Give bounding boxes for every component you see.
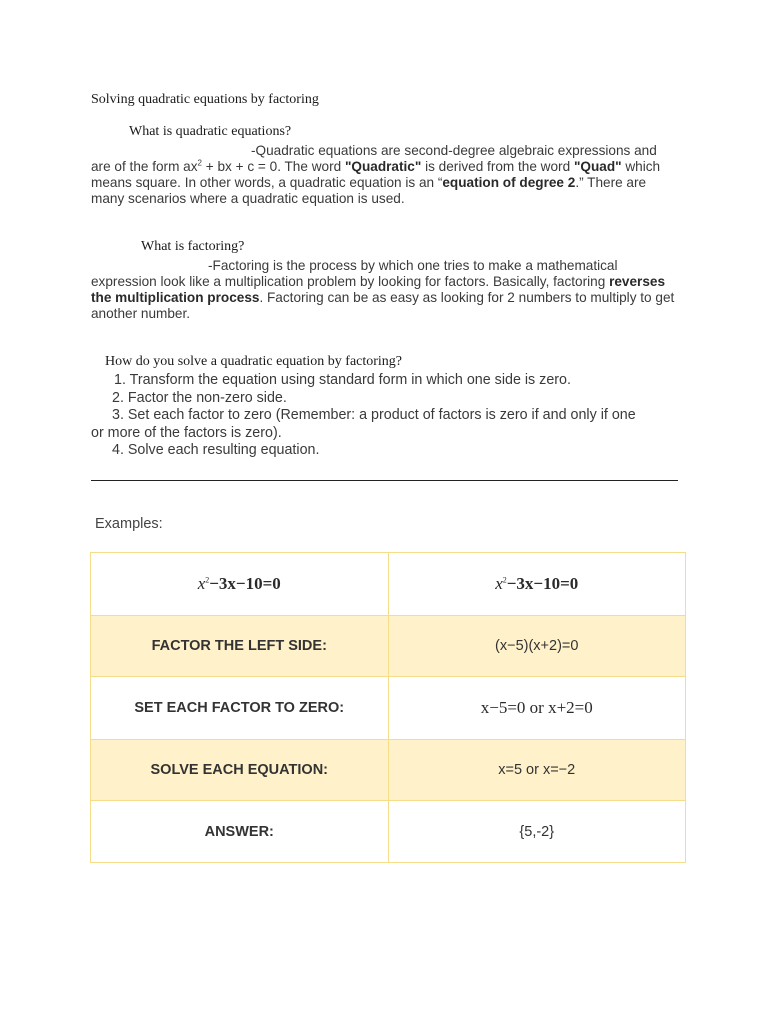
table-row <box>91 740 686 801</box>
table-row <box>91 553 686 616</box>
paragraph-lead: -Quadratic equations are second-degree algebraic expressions and <box>251 143 657 158</box>
paragraph-text: expression look like a multiplication problem by looking for factors. Basically, factoring <box>91 274 610 289</box>
superscript: 2 <box>197 158 202 168</box>
step-item: 4. Solve each resulting equation. <box>112 442 320 459</box>
examples-label: Examples: <box>95 516 163 532</box>
step-label-cell: SOLVE EACH EQUATION: <box>91 740 389 801</box>
section-heading-quadratic: What is quadratic equations? <box>129 124 292 139</box>
section-paragraph-quadratic <box>91 143 679 207</box>
step-label-cell: ANSWER: <box>91 801 389 863</box>
step-item: 2. Factor the non-zero side. <box>112 389 287 406</box>
step-value-cell: {5,-2} <box>388 801 686 863</box>
bold-text: reverses the multiplication process <box>91 274 666 305</box>
table-row <box>91 616 686 677</box>
section-heading-factoring: What is factoring? <box>141 239 245 254</box>
equation: $x^2-3x-10=0$ <box>197 574 281 593</box>
step-label-cell: FACTOR THE LEFT SIDE: <box>91 616 389 677</box>
steps-list <box>91 372 679 460</box>
section-paragraph-factoring <box>91 258 679 322</box>
paragraph-text: + bx + c = 0. The word <box>202 159 345 174</box>
step-item: 3. Set each factor to zero (Remember: a product of factors is zero if and only if one <box>112 407 636 424</box>
paragraph-text: is derived from the word <box>421 159 574 174</box>
table-row <box>91 677 686 740</box>
equation-cell <box>388 553 686 616</box>
equation-cell <box>91 553 389 616</box>
step-item: 1. Transform the equation using standard form in which one side is zero. <box>114 372 571 388</box>
examples-table <box>90 552 686 863</box>
bold-text: "Quadratic" <box>344 159 422 174</box>
document-title: Solving quadratic equations by factoring <box>91 92 319 107</box>
step-value-cell <box>388 677 686 740</box>
equation: x−5=0 or x+2=0 <box>480 698 593 717</box>
paragraph-text: .” There are many scenarios where a quadratic equation is used. <box>91 175 647 206</box>
step-value-cell: (x−5)(x+2)=0 <box>388 616 686 677</box>
paragraph-text: . Factoring can be as easy as looking for 2 numbers to multiply to get another number. <box>91 290 675 321</box>
horizontal-rule <box>91 480 678 481</box>
bold-text: "Quad" <box>573 159 622 174</box>
step-label-cell: SET EACH FACTOR TO ZERO: <box>91 677 389 740</box>
table-row <box>91 801 686 863</box>
bold-text: equation of degree 2 <box>442 175 576 190</box>
step-value-cell: x=5 or x=−2 <box>388 740 686 801</box>
equation: $x^2-3x-10=0$ <box>495 574 579 593</box>
section-heading-how-to: How do you solve a quadratic equation by factoring? <box>105 354 403 369</box>
step-item-continuation: or more of the factors is zero). <box>91 424 282 441</box>
paragraph-text: which means square. In other words, a quadratic equation is an “ <box>91 159 661 190</box>
paragraph-lead: -Factoring is the process by which one tries to make a mathematical <box>208 258 618 273</box>
paragraph-text: are of the form ax <box>91 159 198 174</box>
